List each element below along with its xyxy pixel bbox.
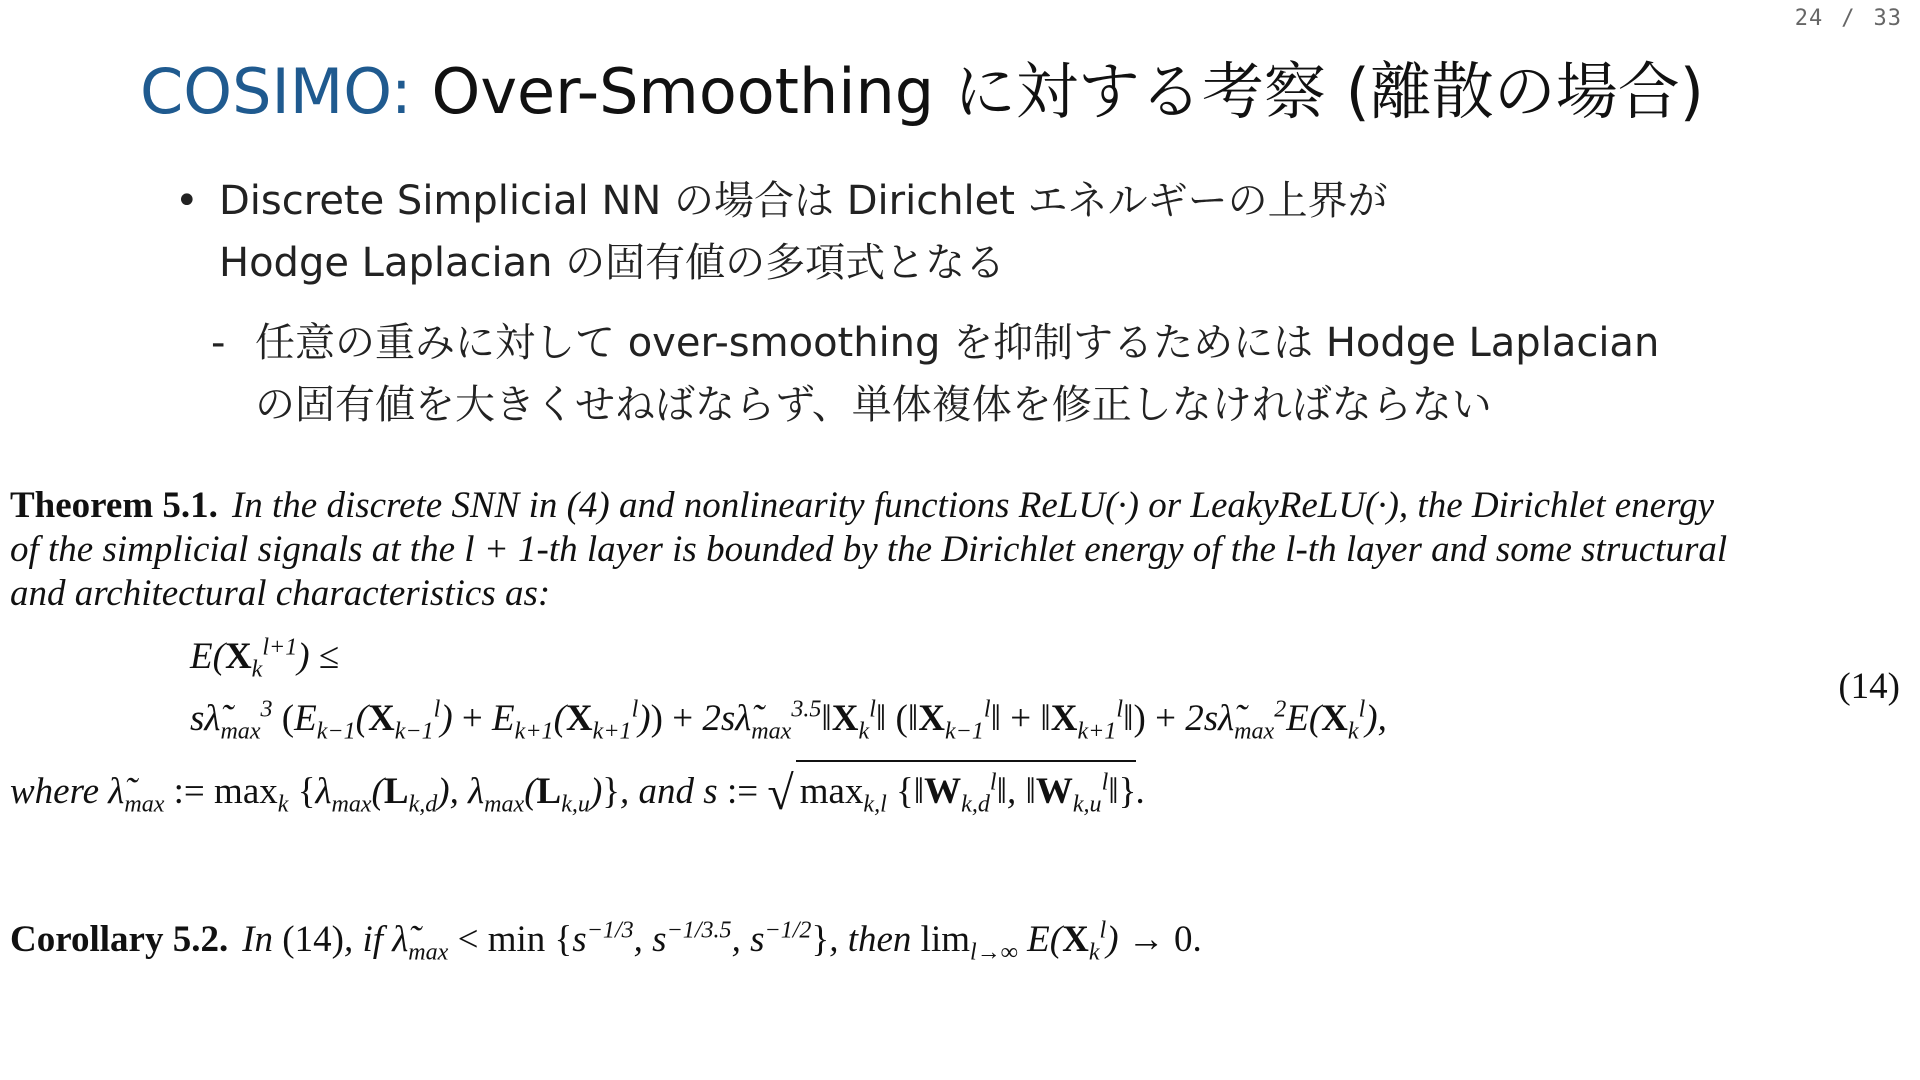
slide-title bbox=[140, 55, 1704, 128]
theorem-line-3: and architectural characteristics as: bbox=[10, 573, 551, 614]
sub-bullet-line-2: の固有値を大きくせねばならず、単体複体を修正しなければならない bbox=[255, 382, 1492, 428]
theorem-statement bbox=[10, 484, 1910, 616]
title-accent: COSIMO: bbox=[140, 55, 412, 128]
bullet-list bbox=[175, 170, 1735, 436]
theorem-block bbox=[10, 484, 1910, 824]
equation-line-2: $s\lambdã_{max}^3$ $(E_{k-1}(X_{k-1}^l) + E_{k+1}(X_{k+1}^l))$ + $2s\lambdã_{max}^{3.5}‖X_k^l‖$ ($‖X_{k-1}^l‖$ + $‖X_{k+1}^l‖$) + $2s\lambdã_{max}^2E(X_k^l)$, bbox=[190, 696, 1387, 745]
sub-bullet-marker: - bbox=[211, 320, 226, 366]
theorem-line-1 bbox=[10, 484, 1910, 528]
page-separator: / bbox=[1841, 6, 1856, 31]
equation-14 bbox=[10, 626, 1910, 750]
page-number bbox=[1795, 6, 1902, 31]
bullet-line-1: Discrete Simplicial NN の場合は Dirichlet エネルギーの上界が bbox=[219, 178, 1388, 224]
bullet-item bbox=[175, 170, 1735, 294]
theorem-label: Theorem 5.1. bbox=[10, 485, 218, 526]
where-clause: where $\lambdã_{max}$ := $\max_k \{\lambda_{max}(L_{k,d})$, $\lambda_{max}(L_{k,u})$}, and s := √ $\max_{k,l}$ {$‖W_{k,d}^l‖$, $‖W_{k,u}^l‖$}. bbox=[10, 760, 1910, 824]
equation-line-1: $E(X_k^{l+1})$ ≤ bbox=[190, 634, 340, 683]
equation-number: (14) bbox=[1838, 666, 1900, 707]
corollary-label: Corollary 5.2. bbox=[10, 919, 229, 960]
corollary-statement: Corollary 5.2. In (14), if $\lambdã_{max} < \min \{s^{-1/3}$, $s^{-1/3.5}$, $s^{-1/2}$}, then $\lim_{l\to\infty} E(X_k^l) \to 0$. bbox=[10, 917, 1202, 966]
bullet-line-2: Hodge Laplacian の固有値の多項式となる bbox=[219, 240, 1006, 286]
title-rest: Over-Smoothing に対する考察 (離散の場合) bbox=[411, 55, 1704, 128]
sub-bullet-item bbox=[211, 312, 1735, 436]
page-total: 33 bbox=[1873, 6, 1902, 31]
page-current: 24 bbox=[1794, 6, 1824, 31]
theorem-text-1: In the discrete SNN in (4) and nonlinearity functions ReLU(·) or LeakyReLU(·), the Dirichlet energy bbox=[231, 485, 1715, 526]
bullet-marker: • bbox=[175, 178, 199, 224]
theorem-line-2: of the simplicial signals at the l + 1-th layer is bounded by the Dirichlet energy of the l-th layer and some structural bbox=[10, 529, 1728, 570]
sub-bullet-line-1: 任意の重みに対して over-smoothing を抑制するためには Hodge Laplacian bbox=[255, 320, 1660, 366]
